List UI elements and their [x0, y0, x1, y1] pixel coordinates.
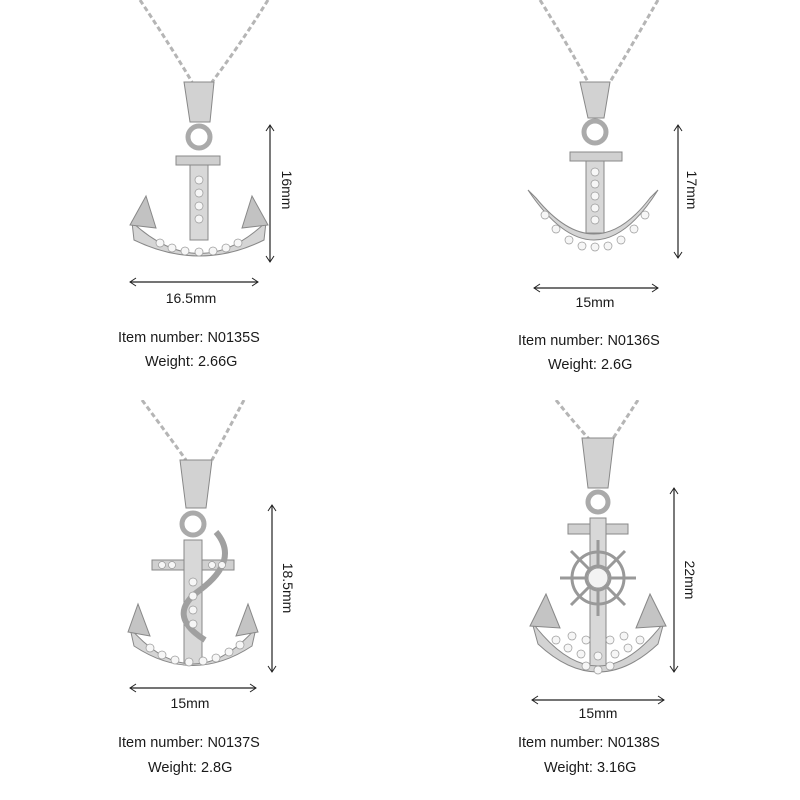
- weight-label: Weight:: [148, 760, 197, 776]
- weight-label: Weight:: [145, 354, 194, 370]
- product-card-n0137s: [0, 400, 400, 800]
- product-card-n0135s: [0, 0, 400, 400]
- width-dimension: 15mm: [575, 294, 615, 310]
- item-number-label: Item number:: [518, 735, 604, 751]
- height-dimension: 17mm: [684, 170, 700, 210]
- height-dimension: 22mm: [682, 560, 698, 600]
- item-number-line: [518, 333, 660, 349]
- weight-label: Weight:: [548, 357, 597, 373]
- weight-value: 2.66G: [197, 354, 238, 370]
- product-card-n0138s: [400, 400, 800, 800]
- item-number-value: N0137S: [207, 735, 260, 751]
- item-number-label: Item number:: [518, 333, 604, 349]
- item-number-label: Item number:: [118, 735, 204, 751]
- weight-line: [548, 357, 632, 373]
- weight-label: Weight:: [544, 760, 593, 776]
- weight-line: [145, 354, 237, 370]
- item-number-value: N0135S: [207, 330, 260, 346]
- weight-line: [544, 760, 636, 776]
- product-card-n0136s: [400, 0, 800, 400]
- item-number-line: [118, 330, 260, 346]
- weight-line: [148, 760, 232, 776]
- width-dimension: 15mm: [170, 695, 210, 711]
- weight-value: 2.8G: [200, 760, 233, 776]
- item-number-line: [518, 735, 660, 751]
- item-number-line: [118, 735, 260, 751]
- item-number-value: N0138S: [607, 735, 660, 751]
- weight-value: 2.6G: [600, 357, 633, 373]
- height-dimension: 18.5mm: [280, 562, 296, 614]
- width-dimension: 16.5mm: [165, 290, 217, 306]
- item-number-label: Item number:: [118, 330, 204, 346]
- item-number-value: N0136S: [607, 333, 660, 349]
- weight-value: 3.16G: [596, 760, 637, 776]
- width-dimension: 15mm: [578, 705, 618, 721]
- height-dimension: 16mm: [279, 170, 295, 210]
